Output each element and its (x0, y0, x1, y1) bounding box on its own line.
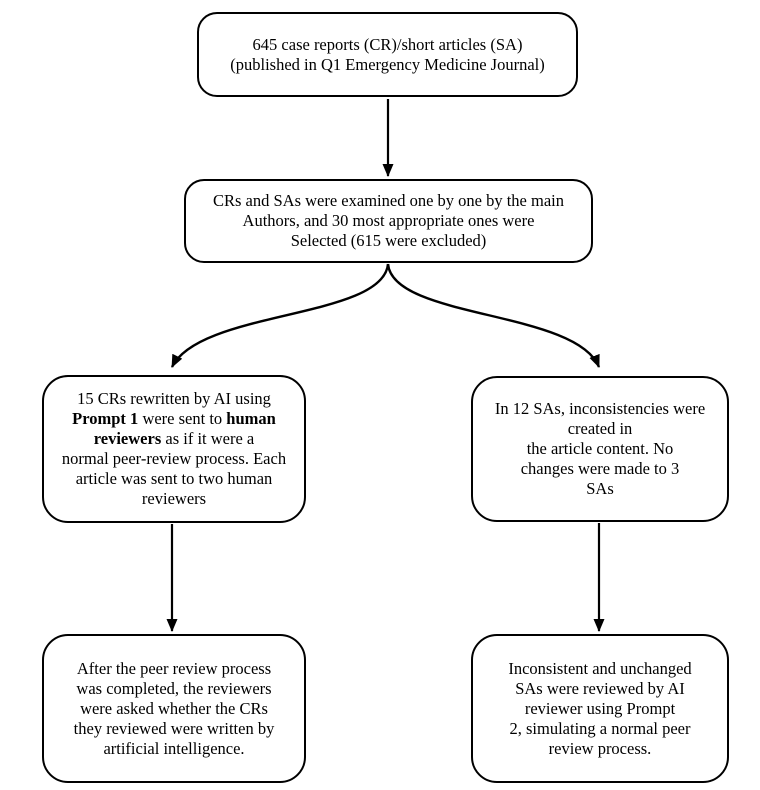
arrow-selection-to-cr-branch (172, 264, 388, 367)
text-segment: were sent to (138, 409, 227, 428)
text-line: created in (567, 419, 633, 438)
node-cr-reviewer-survey (42, 634, 306, 783)
bold-text: Prompt 1 (72, 409, 139, 428)
arrow-selection-to-sa-branch (388, 264, 599, 367)
text-line (62, 449, 286, 469)
text-line: they reviewed were written by (73, 718, 275, 738)
text-line: (published in Q1 Emergency Medicine Journal) (230, 54, 545, 74)
text-line: 2, simulating a normal peer (509, 718, 691, 738)
text-line: Inconsistent and unchanged (508, 658, 692, 678)
text-line: were asked whether the CRs (80, 698, 268, 718)
node-source-articles (197, 12, 578, 97)
node-sa-ai-review (471, 634, 729, 783)
text-line: 645 case reports (CR)/short articles (SA) (252, 34, 523, 54)
text-line: SAs were reviewed by AI (515, 678, 685, 698)
text-segment: 15 CRs rewritten by AI using (77, 389, 271, 408)
text-line (72, 409, 276, 429)
node-sa-inconsistency-branch (471, 376, 729, 522)
node-cr-ai-rewrite-branch (42, 375, 306, 523)
node-article-selection (184, 179, 593, 263)
bold-text: human (226, 409, 276, 428)
text-line: Authors, and 30 most appropriate ones were (242, 211, 535, 230)
text-line: review process. (548, 738, 652, 758)
text-line: Selected (615 were excluded) (290, 231, 487, 250)
text-line: reviewer using Prompt (524, 698, 676, 718)
text-segment: article was sent to two human (75, 469, 273, 488)
text-line (94, 429, 255, 449)
text-line: SAs (586, 479, 614, 498)
text-segment: normal peer-review process. Each (61, 449, 287, 468)
text-segment: as if it were a (161, 429, 255, 448)
text-line: After the peer review process (76, 658, 272, 678)
bold-text: reviewers (93, 429, 162, 448)
text-line: In 12 SAs, inconsistencies were (494, 399, 706, 418)
text-line (77, 389, 271, 409)
text-line: CRs and SAs were examined one by one by the main (212, 191, 564, 210)
text-line (76, 469, 273, 489)
text-line: artificial intelligence. (103, 738, 245, 758)
text-line (142, 489, 206, 509)
text-segment: reviewers (141, 489, 207, 508)
text-line: changes were made to 3 (520, 459, 680, 478)
text-line: was completed, the reviewers (76, 678, 272, 698)
text-line: the article content. No (526, 439, 674, 458)
